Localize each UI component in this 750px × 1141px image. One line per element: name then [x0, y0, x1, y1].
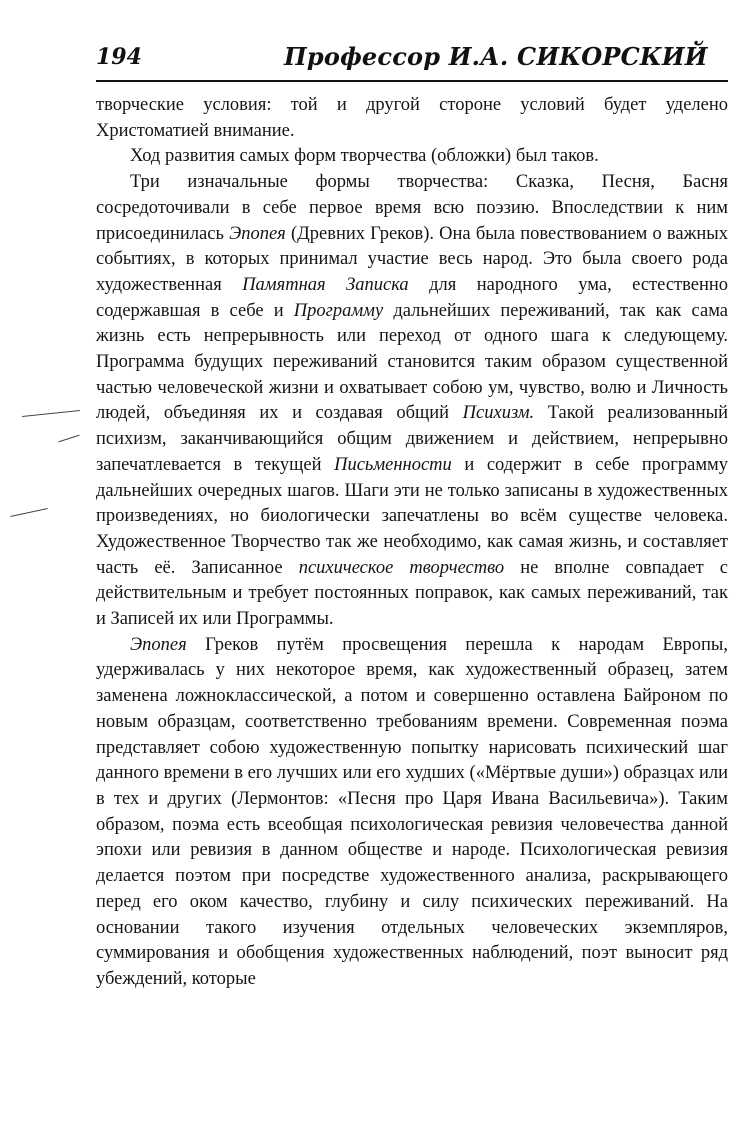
text-run: (Древних Греков). Она была повествованием о важных событиях, в которых принимал участие весь народ. Это была своего рода художественная: [96, 223, 728, 295]
running-head: [96, 42, 728, 82]
body-text: [96, 93, 728, 993]
italic-run: Психизм.: [462, 403, 535, 424]
margin-pencil-mark: [58, 435, 79, 443]
italic-run: Письменности: [334, 454, 452, 475]
text-run: Ход развития самых форм творчества (обложки) был таков.: [130, 146, 599, 167]
text-run: Такой реализованный психизм, заканчивающийся общим движением и действием, непрерывно запечатлевается в текущей: [96, 403, 728, 475]
paragraph-4: [96, 633, 728, 993]
italic-run: Эпопея: [229, 223, 286, 244]
text-run: дальнейших переживаний, так как сама жизнь есть непрерывность или переход от одного шага к следующему. Программа будущих переживаний становится таким образом существенной частью человеческой жизни и охватывает собою ум, чувство, волю и Личность людей, объединяя их и создавая общий: [96, 300, 728, 424]
paragraph-2: [96, 144, 728, 170]
margin-pencil-mark: [22, 410, 80, 417]
header-rule: [96, 80, 728, 82]
italic-run: Программу: [293, 300, 384, 321]
paragraph-1: [96, 93, 728, 144]
page-number: 194: [96, 44, 142, 70]
text-run: и содержит в себе программу дальнейших очередных шагов. Шаги эти не только записаны в художественных произведениях, но биологически запечатлены во всём существе человека. Художественное Творчество так же необходимо, как самая жизнь, и составляет часть её. Записанное: [96, 454, 728, 578]
italic-run: Эпопея: [130, 634, 187, 655]
italic-run: Памятная Записка: [242, 274, 409, 295]
text-run: не вполне совпадает с действительным и требует постоянных поправок, как самых переживаний, так и Записей их или Программы.: [96, 557, 729, 630]
text-run: Три изначальные формы творчества: Сказка, Песня, Басня сосредоточивали в себе первое время всю поэзию. Впоследствии к ним присоединилась: [96, 172, 728, 244]
paragraph-3: [96, 170, 728, 633]
text-run: творческие условия: той и другой стороне условий будет уделено Христоматией внимание.: [96, 95, 728, 141]
margin-pencil-mark: [10, 508, 47, 517]
running-head-title: Профессор И.А. СИКОРСКИЙ: [284, 42, 708, 71]
text-run: Греков путём просвещения перешла к народам Европы, удерживалась у них некоторое время, как художественный образец, затем заменена ложноклассической, а потом и совершенно оставлена Байроном по новым образцам, соответственно требованиям времени. Современная поэма представляет собою художественную попытку нарисовать психический шаг данного времени в его лучших или его худших («Мёртвые души») образцах или в тех и других (Лермонтов: «Песня про Царя Ивана Васильевича»). Таким образом, поэма есть всеобщая психологическая ревизия человечества данной эпохи или ревизия в данном обществе и народе. Психологическая ревизия делается поэтом при посредстве художественного анализа, раскрывающего перед его оком качество, глубину и силу психических переживаний. На основании такого изучения отдельных человеческих экземпляров, суммирования и обобщения художественных наблюдений, поэт выносит ряд убеждений, которые: [96, 634, 728, 989]
text-run: для народного ума, естественно содержавшая в себе и: [96, 274, 728, 321]
italic-run: психическое творчество: [298, 557, 505, 578]
